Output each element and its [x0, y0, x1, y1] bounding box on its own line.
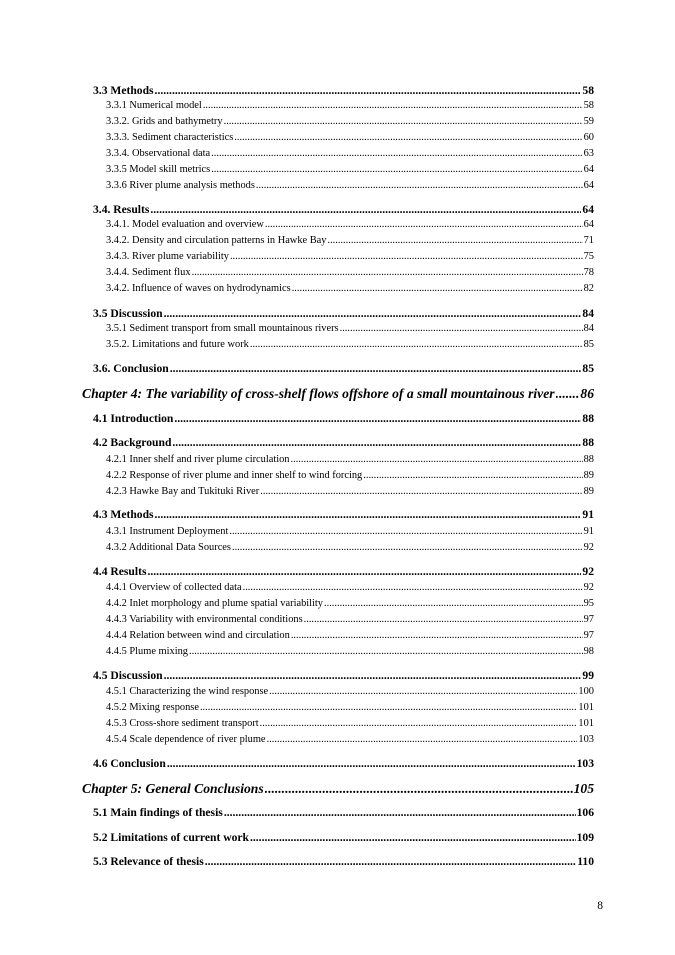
dot-leader [556, 386, 580, 402]
dot-leader [150, 203, 581, 216]
toc-entry[interactable] [106, 339, 594, 350]
toc-entry[interactable] [93, 203, 594, 216]
toc-entry-page: 58 [583, 100, 594, 111]
toc-entry[interactable] [106, 542, 594, 553]
dot-leader [256, 180, 583, 191]
toc-entry-label: 3.3 Methods [93, 84, 154, 97]
toc-entry-page: 59 [583, 116, 594, 127]
toc-entry[interactable] [106, 718, 594, 729]
toc-entry[interactable] [93, 565, 594, 578]
dot-leader [269, 686, 577, 697]
toc-entry[interactable] [106, 100, 594, 111]
dot-leader [363, 470, 582, 481]
dot-leader [224, 806, 576, 819]
toc-entry[interactable] [106, 235, 594, 246]
dot-leader [200, 702, 577, 713]
toc-entry-page: 99 [582, 669, 594, 682]
toc-entry-label: 5.2 Limitations of current work [93, 831, 249, 844]
toc-entry[interactable] [93, 436, 594, 449]
toc-entry-page: 103 [576, 757, 594, 770]
toc-entry-page: 64 [583, 219, 594, 230]
toc-entry[interactable] [93, 508, 594, 521]
toc-entry[interactable] [106, 219, 594, 230]
toc-entry-page: 98 [583, 646, 594, 657]
toc-entry-page: 84 [582, 307, 594, 320]
dot-leader [327, 235, 582, 246]
toc-entry-label: 4.6 Conclusion [93, 757, 166, 770]
toc-entry-label: 3.3.1 Numerical model [106, 100, 202, 111]
toc-entry-label: 4.3 Methods [93, 508, 154, 521]
toc-entry[interactable] [93, 412, 594, 425]
dot-leader [234, 132, 582, 143]
dot-leader [164, 669, 582, 682]
toc-entry-label: 5.1 Main findings of thesis [93, 806, 223, 819]
toc-entry-label: 3.4.3. River plume variability [106, 251, 229, 262]
toc-entry[interactable] [93, 84, 594, 97]
toc-entry-label: 4.5.1 Characterizing the wind response [106, 686, 269, 697]
toc-entry[interactable] [106, 686, 594, 697]
toc-entry-label: 4.2.3 Hawke Bay and Tukituki River [106, 486, 260, 497]
dot-leader [250, 339, 583, 350]
toc-entry-page: 64 [583, 180, 594, 191]
toc-entry-label: 4.4.3 Variability with environmental conditions [106, 614, 303, 625]
dot-leader [192, 267, 583, 278]
dot-leader [203, 100, 583, 111]
toc-entry-label: 4.4.1 Overview of collected data [106, 582, 242, 593]
toc-entry-page: 64 [583, 164, 594, 175]
toc-chapter[interactable] [82, 781, 594, 797]
toc-entry-page: 97 [583, 630, 594, 641]
toc-entry[interactable] [106, 323, 594, 334]
toc-entry-page: 88 [582, 436, 594, 449]
toc-entry-label: 5.3 Relevance of thesis [93, 855, 204, 868]
toc-entry[interactable] [106, 630, 594, 641]
dot-leader [211, 164, 582, 175]
toc-entry-label: 3.6. Conclusion [93, 362, 169, 375]
dot-leader [224, 116, 583, 127]
toc-entry-page: 82 [583, 283, 594, 294]
toc-entry-page: 105 [573, 781, 594, 796]
dot-leader [232, 542, 583, 553]
toc-entry[interactable] [106, 734, 594, 745]
toc-entry-page: 88 [582, 412, 594, 425]
toc-entry-page: 85 [583, 339, 594, 350]
dot-leader [260, 486, 582, 497]
toc-entry-label: 3.3.3. Sediment characteristics [106, 132, 234, 143]
toc-entry-page: 85 [582, 362, 594, 375]
toc-entry-label: 4.2.1 Inner shelf and river plume circulation [106, 454, 290, 465]
toc-entry-label: 3.4.1. Model evaluation and overview [106, 219, 264, 230]
dot-leader [229, 526, 582, 537]
dot-leader [174, 412, 581, 425]
toc-entry-page: 103 [578, 734, 594, 745]
dot-leader [189, 646, 583, 657]
toc-entry[interactable] [93, 831, 594, 844]
toc-entry[interactable] [106, 251, 594, 262]
dot-leader [292, 283, 583, 294]
toc-entry[interactable] [106, 614, 594, 625]
toc-entry-label: 4.5.3 Cross-shore sediment transport [106, 718, 259, 729]
toc-entry-label: 3.3.4. Observational data [106, 148, 211, 159]
toc-entry-page: 84 [583, 323, 594, 334]
toc-entry-page: 106 [576, 806, 594, 819]
toc-entry-page: 92 [583, 582, 594, 593]
toc-entry-label: Chapter 4: The variability of cross-shelf flows offshore of a small mountainous river [82, 386, 555, 401]
dot-leader [211, 148, 582, 159]
dot-leader [265, 219, 583, 230]
toc-entry[interactable] [93, 757, 594, 770]
toc-entry-page: 86 [580, 386, 594, 401]
toc-entry[interactable] [93, 307, 594, 320]
toc-entry[interactable] [93, 362, 594, 375]
toc-entry[interactable] [106, 454, 594, 465]
toc-entry-page: 75 [583, 251, 594, 262]
toc-entry-page: 101 [578, 718, 594, 729]
toc-entry[interactable] [106, 267, 594, 278]
dot-leader [250, 831, 576, 844]
toc-entry[interactable] [106, 646, 594, 657]
dot-leader [324, 598, 583, 609]
toc-entry-page: 63 [583, 148, 594, 159]
toc-entry-page: 109 [576, 831, 594, 844]
dot-leader [164, 307, 582, 320]
toc-entry-label: 4.2.2 Response of river plume and inner shelf to wind forcing [106, 470, 363, 481]
toc-entry[interactable] [93, 669, 594, 682]
dot-leader [170, 362, 582, 375]
toc-entry[interactable] [106, 148, 594, 159]
toc-entry-page: 91 [582, 508, 594, 521]
dot-leader [155, 84, 582, 97]
dot-leader [291, 454, 583, 465]
toc-entry-label: 3.3.6 River plume analysis methods [106, 180, 255, 191]
toc-entry[interactable] [106, 526, 594, 537]
toc-entry[interactable] [106, 702, 594, 713]
dot-leader [167, 757, 576, 770]
toc-entry-page: 97 [583, 614, 594, 625]
toc-entry-label: 3.5 Discussion [93, 307, 163, 320]
toc-entry-label: 4.4.5 Plume mixing [106, 646, 188, 657]
toc-entry-label: 3.4.4. Sediment flux [106, 267, 191, 278]
toc-entry-page: 58 [582, 84, 594, 97]
dot-leader [265, 781, 573, 797]
toc-entry[interactable] [106, 116, 594, 127]
toc-entry-page: 92 [583, 542, 594, 553]
toc-entry-label: 4.4 Results [93, 565, 147, 578]
dot-leader [260, 718, 578, 729]
toc-entry-page: 89 [583, 486, 594, 497]
toc-entry-label: 4.2 Background [93, 436, 172, 449]
toc-entry-label: 4.3.1 Instrument Deployment [106, 526, 229, 537]
dot-leader [267, 734, 578, 745]
toc-entry-page: 88 [583, 454, 594, 465]
toc-entry-label: 3.4. Results [93, 203, 150, 216]
toc-entry-page: 91 [583, 526, 594, 537]
toc-entry-label: 4.5.2 Mixing response [106, 702, 199, 713]
toc-entry-page: 60 [583, 132, 594, 143]
toc-entry[interactable] [106, 283, 594, 294]
toc-entry-page: 71 [583, 235, 594, 246]
toc-entry-page: 89 [583, 470, 594, 481]
toc-entry[interactable] [106, 598, 594, 609]
toc-entry-label: 3.5.2. Limitations and future work [106, 339, 249, 350]
page-number: 8 [597, 900, 603, 912]
dot-leader [155, 508, 582, 521]
toc-entry-label: 3.5.1 Sediment transport from small mountainous rivers [106, 323, 339, 334]
toc-entry-page: 101 [578, 702, 594, 713]
toc-entry-page: 64 [582, 203, 594, 216]
dot-leader [291, 630, 583, 641]
toc-entry-page: 78 [583, 267, 594, 278]
toc-entry-label: 4.3.2 Additional Data Sources [106, 542, 231, 553]
toc-entry-page: 100 [578, 686, 594, 697]
toc-entry-label: Chapter 5: General Conclusions [82, 781, 264, 796]
toc-entry[interactable] [106, 180, 594, 191]
toc-entry[interactable] [93, 855, 594, 868]
dot-leader [340, 323, 583, 334]
toc-entry-label: 3.4.2. Influence of waves on hydrodynamics [106, 283, 291, 294]
dot-leader [205, 855, 576, 868]
toc-entry-label: 3.3.2. Grids and bathymetry [106, 116, 223, 127]
toc-entry[interactable] [106, 132, 594, 143]
toc-entry-page: 110 [577, 855, 594, 868]
toc-entry-label: 4.1 Introduction [93, 412, 174, 425]
toc-entry-label: 3.4.2. Density and circulation patterns in Hawke Bay [106, 235, 327, 246]
toc-entry-label: 4.4.4 Relation between wind and circulation [106, 630, 290, 641]
toc-entry[interactable] [106, 582, 594, 593]
toc-entry-label: 4.5 Discussion [93, 669, 163, 682]
toc-chapter[interactable] [82, 386, 594, 402]
toc-entry-label: 4.5.4 Scale dependence of river plume [106, 734, 266, 745]
toc-entry[interactable] [106, 164, 594, 175]
toc-entry[interactable] [106, 486, 594, 497]
dot-leader [172, 436, 581, 449]
dot-leader [230, 251, 583, 262]
dot-leader [147, 565, 581, 578]
dot-leader [243, 582, 583, 593]
toc-entry[interactable] [93, 806, 594, 819]
toc-entry-label: 4.4.2 Inlet morphology and plume spatial variability [106, 598, 324, 609]
toc-entry-label: 3.3.5 Model skill metrics [106, 164, 211, 175]
toc-entry-page: 92 [582, 565, 594, 578]
dot-leader [304, 614, 583, 625]
toc-entry-page: 95 [583, 598, 594, 609]
toc-entry[interactable] [106, 470, 594, 481]
